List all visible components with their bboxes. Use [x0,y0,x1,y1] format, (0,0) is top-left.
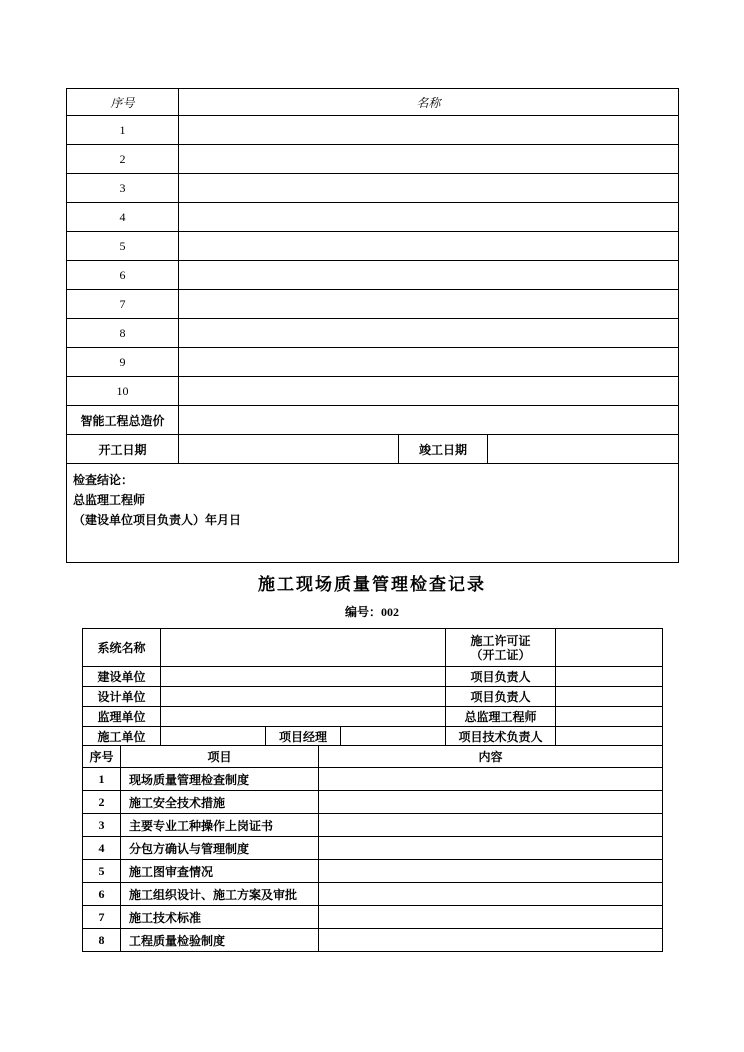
name-value-cell [179,174,679,203]
check-row [83,860,663,883]
check-row [83,768,663,791]
end-date-label: 竣工日期 [399,435,488,464]
name-value-cell [179,348,679,377]
row-number: 7 [67,290,179,319]
table-row [67,319,679,348]
check-row [83,814,663,837]
row-number: 9 [67,348,179,377]
check-row-no: 4 [83,837,121,860]
top-header-no: 序号 [67,89,179,116]
check-row-item: 分包方确认与管理制度 [121,837,319,860]
total-cost-value-cell [179,406,679,435]
conclusion-line: 总监理工程师 [73,493,146,507]
design-manager-label: 项目负责人 [446,687,556,707]
check-row-item: 施工安全技术措施 [121,791,319,814]
supervision-label: 监理单位 [83,707,161,727]
table-row [67,377,679,406]
project-manager-value-cell [341,727,446,747]
design-value-cell [161,687,446,707]
table-row [67,261,679,290]
row-number: 8 [67,319,179,348]
check-row-no: 6 [83,883,121,906]
check-row [83,837,663,860]
table-row [67,348,679,377]
check-header-item: 项目 [121,746,319,768]
check-row-content-cell [319,814,663,837]
check-table [82,745,663,952]
row-number: 5 [67,232,179,261]
check-row [83,791,663,814]
supervision-row [83,707,663,727]
conclusion-line: 检查结论： [73,473,134,487]
row-number: 3 [67,174,179,203]
system-row [83,629,663,667]
permit-value-cell [556,629,663,667]
table-row [67,203,679,232]
contractor-label: 施工单位 [83,727,161,747]
check-row-item: 现场质量管理检查制度 [121,768,319,791]
row-number: 10 [67,377,179,406]
check-row-item: 施工图审查情况 [121,860,319,883]
design-manager-value-cell [556,687,663,707]
total-cost-label: 智能工程总造价 [67,406,179,435]
check-row-no: 3 [83,814,121,837]
table-row [67,116,679,145]
name-value-cell [179,261,679,290]
check-header-content: 内容 [319,746,663,768]
name-value-cell [179,290,679,319]
name-value-cell [179,232,679,261]
check-row-content-cell [319,906,663,929]
check-row-item: 工程质量检验制度 [121,929,319,952]
design-label: 设计单位 [83,687,161,707]
page-title: 施工现场质量管理检查记录 [258,575,486,594]
row-number: 1 [67,116,179,145]
owner-value-cell [161,667,446,687]
check-row-content-cell [319,929,663,952]
top-header-name: 名称 [179,89,679,116]
system-name-label: 系统名称 [83,629,161,667]
chief-engineer-label: 总监理工程师 [446,707,556,727]
system-name-value-cell [161,629,446,667]
contractor-value-cell [161,727,266,747]
check-table-header-row [83,746,663,768]
check-row-no: 2 [83,791,121,814]
permit-label-line: （开工证） [470,647,531,662]
check-row-item: 施工技术标准 [121,906,319,929]
end-date-value-cell [488,435,679,464]
check-header-no: 序号 [83,746,121,768]
row-number: 2 [67,145,179,174]
check-row-content-cell [319,837,663,860]
table-row [67,232,679,261]
check-row-content-cell [319,791,663,814]
check-row-content-cell [319,860,663,883]
name-value-cell [179,203,679,232]
dates-row [67,435,679,464]
doc-number: 编号：002 [344,605,399,619]
check-row-content-cell [319,768,663,791]
owner-label: 建设单位 [83,667,161,687]
owner-manager-value-cell [556,667,663,687]
top-table [66,88,679,563]
name-value-cell [179,377,679,406]
row-number: 6 [67,261,179,290]
check-row-no: 5 [83,860,121,883]
chief-engineer-value-cell [556,707,663,727]
contractor-row [83,727,663,747]
permit-label-line: 施工许可证 [470,633,531,648]
owner-row [83,667,663,687]
permit-label [446,629,556,667]
tech-manager-value-cell [556,727,663,747]
check-row-no: 1 [83,768,121,791]
tech-manager-label: 项目技术负责人 [446,727,556,747]
total-cost-row [67,406,679,435]
conclusion-line: （建设单位项目负责人）年月日 [73,513,242,527]
check-row [83,906,663,929]
check-row-item: 施工组织设计、施工方案及审批 [121,883,319,906]
table-row [67,290,679,319]
check-row-no: 8 [83,929,121,952]
design-row [83,687,663,707]
project-manager-label: 项目经理 [266,727,341,747]
start-date-label: 开工日期 [67,435,179,464]
row-number: 4 [67,203,179,232]
name-value-cell [179,319,679,348]
name-value-cell [179,116,679,145]
owner-manager-label: 项目负责人 [446,667,556,687]
name-value-cell [179,145,679,174]
check-row-item: 主要专业工种操作上岗证书 [121,814,319,837]
top-table-header-row [67,89,679,116]
conclusion-cell [67,464,679,563]
check-row-no: 7 [83,906,121,929]
check-row [83,929,663,952]
info-table [82,628,663,747]
table-row [67,145,679,174]
conclusion-row [67,464,679,563]
check-row-content-cell [319,883,663,906]
supervision-value-cell [161,707,446,727]
table-row [67,174,679,203]
check-row [83,883,663,906]
start-date-value-cell [179,435,399,464]
